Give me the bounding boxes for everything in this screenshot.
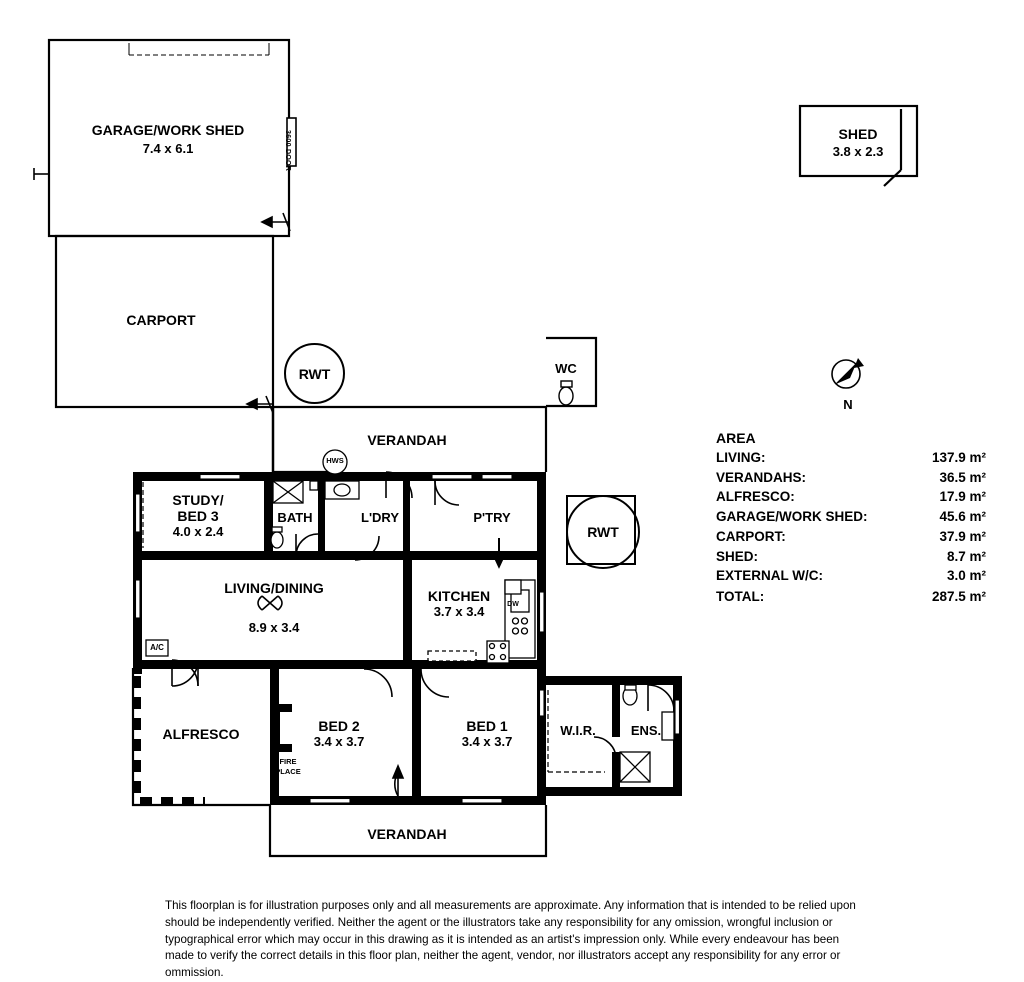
area-value: 137.9 m² xyxy=(931,450,986,465)
area-value: 45.6 m² xyxy=(939,509,986,525)
garage-door-opening xyxy=(129,43,269,55)
compass-needle-icon xyxy=(820,352,876,400)
label-living-dim: 8.9 x 3.4 xyxy=(248,620,300,635)
rwt-label: RWT xyxy=(298,365,331,382)
label-garage-work-shed xyxy=(92,122,244,138)
label-kitchen-dim: 3.7 x 3.4 xyxy=(433,604,485,619)
area-value: 3.0 m² xyxy=(946,568,986,584)
label-kitchen: KITCHEN xyxy=(427,588,491,604)
label-verandah-bottom: VERANDAH xyxy=(367,826,447,842)
area-value: 36.5 m² xyxy=(939,469,986,485)
rwt-label: RWT xyxy=(587,524,619,540)
area-value: 37.9 m² xyxy=(939,528,986,544)
area-label: EXTERNAL W/C: xyxy=(716,568,823,584)
garage-left-door xyxy=(34,168,49,180)
area-row xyxy=(716,547,986,567)
area-total-label: TOTAL: xyxy=(716,588,765,604)
label-study-bed3-2: BED 3 xyxy=(177,508,219,524)
rwt-tank-left xyxy=(284,343,345,404)
area-value: 17.9 m² xyxy=(939,489,986,505)
label-study-dim: 4.0 x 2.4 xyxy=(172,524,224,539)
label-bath: BATH xyxy=(277,510,313,525)
area-total-row xyxy=(716,587,986,607)
area-label: CARPORT: xyxy=(716,528,786,544)
area-row xyxy=(716,448,986,468)
label-ac: A/C xyxy=(150,643,164,652)
label-garage-name: GARAGE/WORK SHED xyxy=(91,122,245,138)
compass-rose xyxy=(820,352,876,410)
area-value: 8.7 m² xyxy=(946,548,986,564)
area-row xyxy=(716,487,986,507)
fireplace-icon xyxy=(272,704,292,752)
label-living-dining: LIVING/DINING xyxy=(224,580,324,596)
label-fireplace-1: FIRE xyxy=(279,757,297,766)
area-label: GARAGE/WORK SHED: xyxy=(716,509,868,525)
label-shed: SHED xyxy=(838,126,878,142)
label-alfresco: ALFRESCO xyxy=(162,726,240,742)
laundry-fixtures xyxy=(310,481,359,499)
label-garage-door: 3600 DOOR xyxy=(284,130,292,172)
label-ens: ENS. xyxy=(630,723,662,738)
label-wir: W.I.R. xyxy=(560,723,596,738)
rwt-right-box xyxy=(566,495,636,565)
label-fireplace-2: PLACE xyxy=(275,767,301,776)
label-garage-dim: 7.4 x 6.1 xyxy=(142,141,194,156)
carport-entry-arrow xyxy=(262,213,290,231)
area-label: ALFRESCO: xyxy=(716,489,795,505)
label-study-bed3: STUDY/ xyxy=(172,492,224,508)
label-carport: CARPORT xyxy=(126,312,196,328)
carport-lower-arrow xyxy=(247,396,273,413)
label-bed1: BED 1 xyxy=(466,718,508,734)
label-shed-dim: 3.8 x 2.3 xyxy=(832,144,884,159)
area-schedule xyxy=(716,430,986,607)
area-label: LIVING: xyxy=(716,450,766,465)
wc-fixture xyxy=(559,381,573,405)
label-hws: HWS xyxy=(326,456,344,465)
compass-north-label: N xyxy=(843,397,853,412)
area-title: AREA xyxy=(716,430,756,446)
label-bed1-dim: 3.4 x 3.7 xyxy=(461,734,513,749)
area-label: VERANDAHS: xyxy=(716,469,807,485)
label-dw: DW xyxy=(507,601,519,608)
label-wc: WC xyxy=(555,361,577,376)
label-bed2-dim: 3.4 x 3.7 xyxy=(313,734,365,749)
label-verandah-top: VERANDAH xyxy=(367,432,447,448)
area-label: SHED: xyxy=(716,548,759,564)
label-ptry: P'TRY xyxy=(473,510,511,525)
disclaimer-text: This floorplan is for illustration purposes only and all measurements are approximate. Any information that is intended to be relied upon should be independently verified. Neither the agent or the illustrators take any responsibility for any omission, wrongful inclusion or typographical error which may occur in this drawing as it is intended as an artist's impression only. While every endeavour has been made to verify the correct details in this floor plan, neither the agent, vendor, nor illustrators accept any responsibility for any error or ommission. xyxy=(165,899,856,980)
ceiling-fan-icon xyxy=(258,596,282,610)
area-row xyxy=(716,507,986,527)
area-total-value: 287.5 m² xyxy=(931,588,986,604)
label-ldry: L'DRY xyxy=(361,510,399,525)
area-row xyxy=(716,468,986,488)
area-row xyxy=(716,527,986,547)
area-row xyxy=(716,566,986,586)
label-bed2: BED 2 xyxy=(318,718,360,734)
